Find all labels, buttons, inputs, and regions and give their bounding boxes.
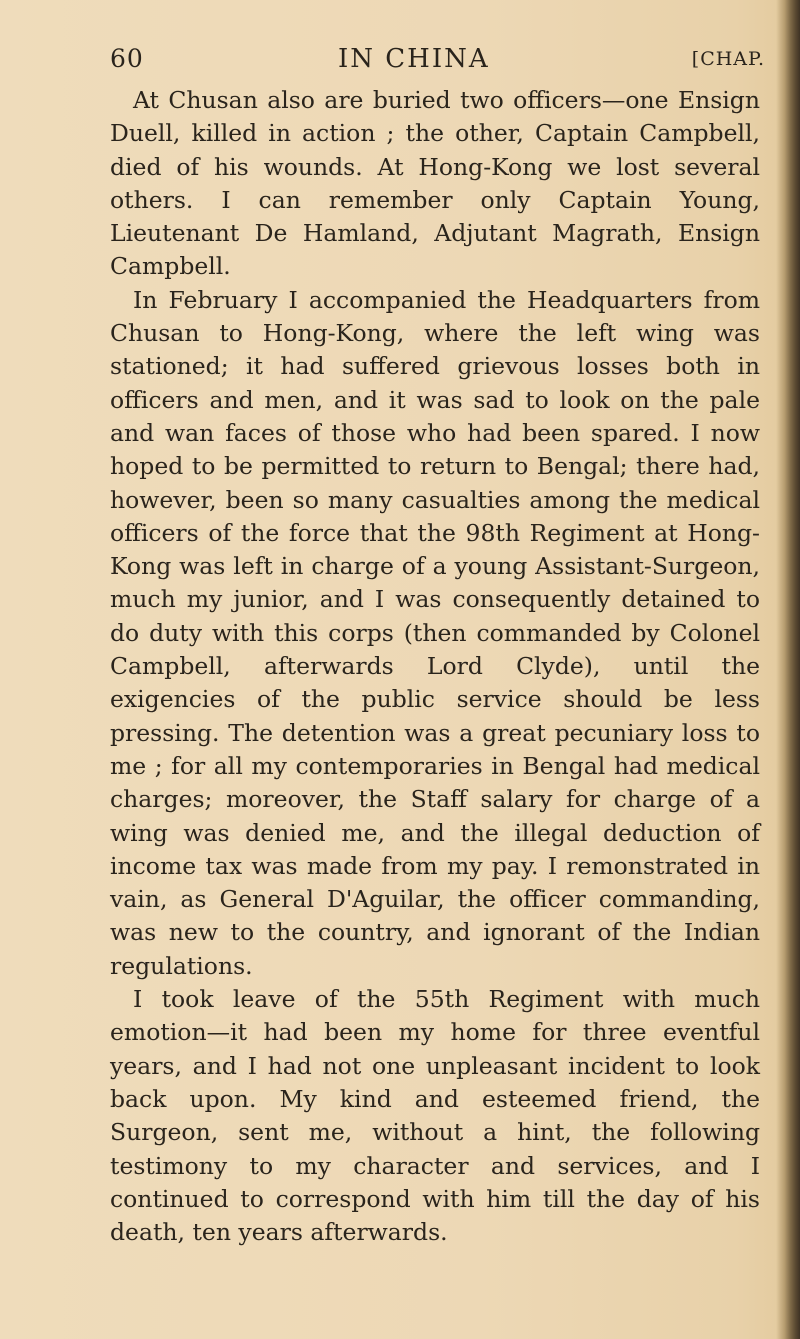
chapter-label: [CHAP. — [691, 48, 765, 70]
paragraph-1: At Chusan also are buried two officers—one Ensign Duell, killed in action ; the other, Captain Campbell, died of his wounds. At Hong-Kong we lost several others. I can remember only Captain Young, Lieutenant De Hamland, Adjutant Magrath, Ensign Campbell. — [110, 86, 760, 281]
body-text — [110, 84, 760, 1249]
paragraph-3: I took leave of the 55th Regiment with much emotion—it had been my home for three eventful years, and I had not one unpleasant incident to look back upon. My kind and esteemed friend, the Surgeon, sent me, without a hint, the following testimony to my character and services, and I continued to correspond with him till the day of his death, ten years afterwards. — [110, 985, 760, 1247]
running-title: IN CHINA — [338, 44, 490, 74]
page-number: 60 — [110, 44, 144, 73]
page-binding-edge — [776, 0, 800, 1339]
page-header — [110, 38, 765, 78]
paragraph-2: In February I accompanied the Headquarters from Chusan to Hong-Kong, where the left wing was stationed; it had suffered grievous losses both in officers and men, and it was sad to look on the pale and wan faces of those who had been spared. I now hoped to be permitted to return to Bengal; there had, however, been so many casualties among the medical officers of the force that the 98th Regiment at Hong-Kong was left in charge of a young Assistant-Surgeon, much my junior, and I was consequently detained to do duty with this corps (then commanded by Colonel Campbell, afterwards Lord Clyde), until the exigencies of the public service should be less pressing. The detention was a great pecuniary loss to me ; for all my contemporaries in Bengal had medical charges; moreover, the Staff salary for charge of a wing was denied me, and the illegal deduction of income tax was made from my pay. I remonstrated in vain, as General D'Aguilar, the officer commanding, was new to the country, and ignorant of the Indian regulations. — [110, 285, 760, 980]
